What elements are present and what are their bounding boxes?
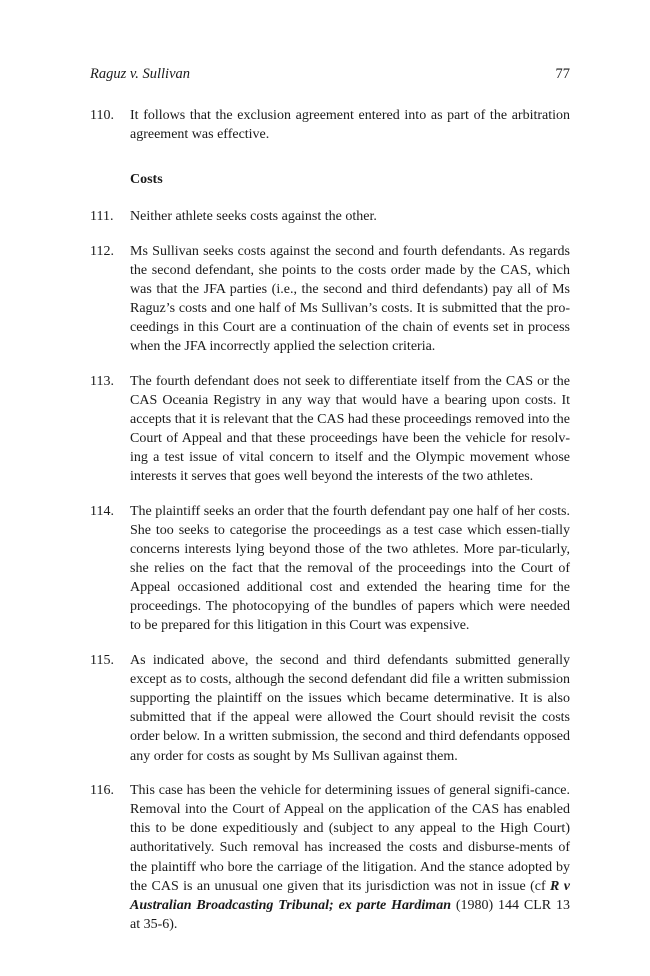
- paragraph-text: Ms Sullivan seeks costs against the second and fourth defendants. As regards the second defendant, she points to the costs order made by the CAS, which was that the JFA parties (i.e., the second and third defendants) pay all of Ms Raguz’s costs and one half of Ms Sullivan’s costs. It is submitted that the pro-ceedings in this Court are a continuation of the chain of events set in process when the JFA incorrectly applied the selection criteria.: [130, 243, 570, 355]
- paragraph-number: 113.: [90, 373, 114, 389]
- paragraph-number: 114.: [90, 503, 114, 519]
- paragraph-number: 116.: [90, 783, 114, 799]
- paragraph-text: [130, 781, 570, 934]
- paragraph-number: 115.: [90, 653, 114, 669]
- page-header: [90, 66, 570, 86]
- paragraph-text-after: (1980) 144 CLR 13 at 35-6).: [130, 897, 570, 932]
- page-number: 77: [555, 66, 570, 82]
- running-title: Raguz v. Sullivan: [90, 66, 191, 82]
- paragraph-114: [90, 502, 570, 636]
- paragraph-113: [90, 372, 570, 487]
- paragraph-text: Neither athlete seeks costs against the other.: [130, 209, 377, 225]
- paragraph-112: [90, 242, 570, 357]
- case-citation: R v Australian Broadcasting Tribunal; ex parte Hardiman: [130, 878, 570, 913]
- paragraph-number: 110.: [90, 108, 114, 123]
- paragraph-110: [90, 106, 570, 144]
- paragraph-number: 111.: [90, 209, 114, 225]
- paragraph-116: [90, 781, 570, 934]
- section-heading-costs: Costs: [130, 172, 163, 188]
- paragraph-111: [90, 207, 570, 226]
- paragraph-text-before: This case has been the vehicle for determining issues of general signifi-cance. Removal into the Court of Appeal on the application of the CAS has enabled this to be done expeditiously and (subject to any appeal to the High Court) authoritatively. Such removal has increased the costs and disburse-ments of the plaintiff who bore the carriage of the litigation. And the stance adopted by the CAS is an unusual one given that its jurisdiction was not in issue (cf: [130, 783, 570, 894]
- paragraph-text: The plaintiff seeks an order that the fourth defendant pay one half of her costs. She too seeks to categorise the proceedings as a test case which essen-tially concerns interests lying beyond those of the two athletes. More par-ticularly, she relies on the fact that the removal of the proceedings into the Court of Appeal occasioned additional cost and extended the hearing time for the proceedings. The photocopying of the bundles of papers which were needed to be prepared for this litigation in this Court was expensive.: [130, 503, 570, 634]
- paragraph-number: 112.: [90, 243, 114, 259]
- paragraph-text: It follows that the exclusion agreement entered into as part of the arbitration agreement was effective.: [130, 108, 570, 143]
- paragraph-text: The fourth defendant does not seek to differentiate itself from the CAS or the CAS Oceania Registry in any way that would have a bearing upon costs. It accepts that it is relevant that the CAS had these proceedings removed into the Court of Appeal and that these proceedings have been the vehicle for resolv-ing a test issue of vital concern to itself and the Olympic movement whose interests it serves that goes well beyond the interests of the two athletes.: [130, 373, 570, 485]
- paragraph-text: As indicated above, the second and third defendants submitted generally except as to costs, although the second defendant did file a written submission supporting the plaintiff on the issues which became determinative. It is also submitted that if the appeal were allowed the Court should revisit the costs order below. In a written submission, the second and third defendants opposed any order for costs as sought by Ms Sullivan against them.: [130, 653, 570, 764]
- paragraph-115: [90, 651, 570, 766]
- document-body: [90, 106, 570, 949]
